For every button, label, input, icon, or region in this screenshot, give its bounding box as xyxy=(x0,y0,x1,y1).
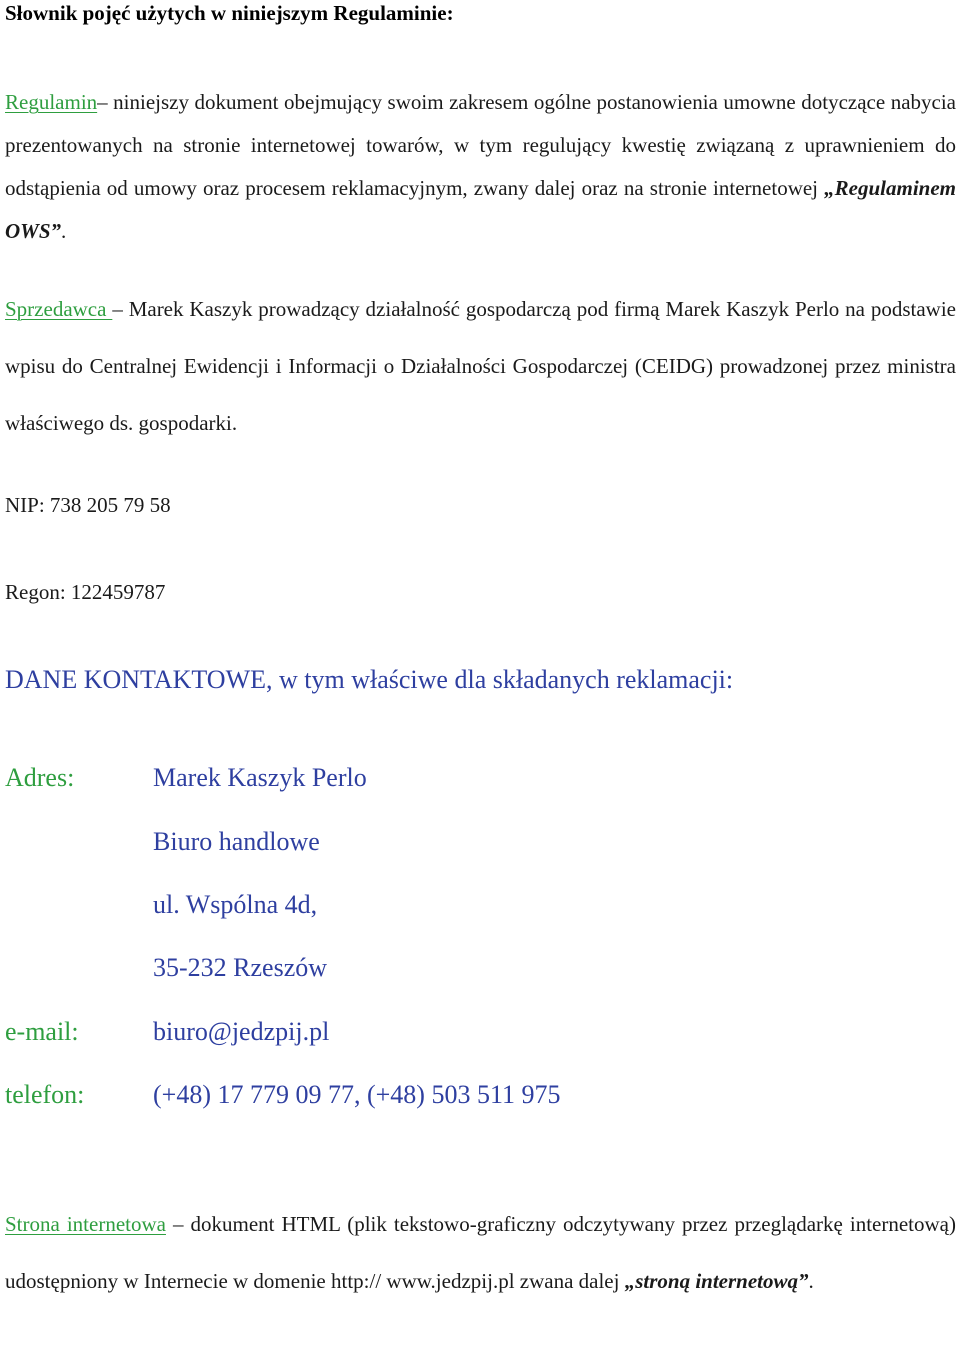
address-line-office: Biuro handlowe xyxy=(153,827,320,856)
email-link[interactable]: biuro@jedzpij.pl xyxy=(153,1017,330,1046)
phone-label: telefon: xyxy=(5,1080,85,1109)
sprzedawca-text: – Marek Kaszyk prowadzący działalność gospodarczą pod firmą Marek Kaszyk Perlo na podstawie wpisu do Centralnej Ewidencji i Informacji o Działalności Gospodarczej (CEIDG) prowadzonej przez ministra właściwego ds. gospodarki. xyxy=(5,297,956,435)
email-label: e-mail: xyxy=(5,1017,79,1046)
regon-number: Regon: 122459787 xyxy=(5,580,166,604)
regulamin-text: – niniejszy dokument obejmujący swoim zakresem ogólne postanowienia umowne dotyczące nabycia prezentowanych na stronie internetowej towarów, w tym regulujący kwestię związaną z uprawnieniem do odstąpienia od umowy oraz procesem reklamacyjnym, zwany dalej oraz na stronie internetowej xyxy=(5,90,956,200)
phone-numbers: (+48) 17 779 09 77, (+48) 503 511 975 xyxy=(153,1080,561,1109)
regulamin-term: Regulamin xyxy=(5,90,98,114)
address-line-city: 35-232 Rzeszów xyxy=(153,953,328,982)
strona-term: Strona internetowa xyxy=(5,1212,166,1236)
nip-number: NIP: 738 205 79 58 xyxy=(5,493,171,517)
address-line-name: Marek Kaszyk Perlo xyxy=(153,763,367,792)
regulamin-end: . xyxy=(61,219,67,243)
strona-emphasis: „stroną internetową” xyxy=(624,1269,809,1293)
sprzedawca-definition xyxy=(5,281,956,452)
regulamin-definition xyxy=(5,81,956,253)
strona-text: – dokument HTML (plik tekstowo-graficzny odczytywany przez przeglądarkę internetową) udostępniony w Internecie w domenie http:// www.jedzpij.pl zwana dalej xyxy=(5,1212,956,1293)
strona-definition xyxy=(5,1196,956,1310)
contact-section-title: DANE KONTAKTOWE, w tym właściwe dla składanych reklamacji: xyxy=(5,665,734,694)
sprzedawca-term: Sprzedawca xyxy=(5,297,113,321)
regulamin-emphasis: „Regulaminem OWS” xyxy=(5,176,956,243)
address-label: Adres: xyxy=(5,763,75,792)
address-line-street: ul. Wspólna 4d, xyxy=(153,890,318,919)
strona-end: . xyxy=(808,1269,814,1293)
glossary-heading: Słownik pojęć użytych w niniejszym Regulaminie: xyxy=(5,1,454,25)
